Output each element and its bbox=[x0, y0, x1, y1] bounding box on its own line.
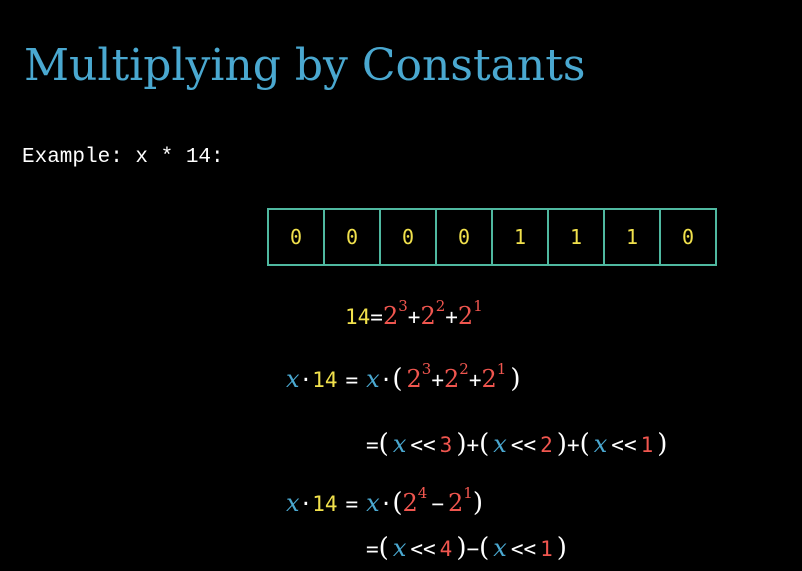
term-14: 14 bbox=[345, 305, 371, 329]
power-term: $2^2$ bbox=[444, 360, 469, 393]
bit-table bbox=[267, 208, 717, 266]
power-term: $2^1$ bbox=[448, 484, 473, 517]
var-x: x bbox=[366, 489, 380, 517]
bit-cell: 1 bbox=[493, 210, 549, 264]
plus-sign: + bbox=[445, 305, 458, 329]
power-term: $2^1$ bbox=[457, 297, 483, 330]
shift-amount: 4 bbox=[439, 537, 453, 561]
equation-line-3 bbox=[366, 431, 667, 457]
plus-sign: + bbox=[407, 305, 421, 329]
shift-amount: 1 bbox=[540, 537, 553, 561]
shift-amount: 2 bbox=[540, 433, 553, 457]
equation-line-1 bbox=[345, 297, 483, 330]
dot-op: · bbox=[299, 368, 313, 392]
power-term: $2^3$ bbox=[406, 360, 432, 393]
equation-line-5 bbox=[366, 535, 567, 561]
minus-sign: − bbox=[466, 537, 480, 561]
bit-cell: 0 bbox=[381, 210, 437, 264]
shift-op: << bbox=[510, 537, 537, 561]
plus-sign: + bbox=[468, 368, 482, 392]
var-x: x bbox=[493, 534, 507, 562]
bit-cell: 0 bbox=[325, 210, 381, 264]
shift-op: << bbox=[410, 433, 436, 457]
equals-sign: = bbox=[366, 433, 379, 457]
var-x: x bbox=[392, 534, 407, 562]
var-x: x bbox=[392, 430, 407, 458]
bit-cell: 1 bbox=[549, 210, 605, 264]
example-label: Example: x * 14: bbox=[22, 146, 224, 169]
power-term: $2^3$ bbox=[382, 297, 408, 330]
dot-op: · bbox=[379, 492, 393, 516]
paren: ) bbox=[657, 429, 668, 459]
paren: ( bbox=[392, 364, 403, 394]
bit-cell: 1 bbox=[605, 210, 661, 264]
shift-amount: 3 bbox=[439, 433, 453, 457]
bit-cell: 0 bbox=[681, 225, 695, 249]
paren: ( bbox=[479, 429, 490, 459]
minus-sign: − bbox=[431, 492, 444, 516]
plus-sign: + bbox=[566, 433, 580, 457]
plus-sign: + bbox=[466, 433, 480, 457]
paren: ) bbox=[556, 429, 567, 459]
paren: ( bbox=[479, 533, 490, 563]
var-x: x bbox=[366, 365, 380, 393]
paren: ) bbox=[456, 429, 467, 459]
paren: ( bbox=[378, 533, 389, 563]
var-x: x bbox=[286, 365, 300, 393]
equals-sign: = bbox=[345, 368, 359, 392]
var-x: x bbox=[593, 430, 608, 458]
dot-op: · bbox=[379, 368, 393, 392]
power-term: $2^4$ bbox=[402, 484, 428, 517]
paren: ( bbox=[392, 488, 403, 518]
plus-sign: + bbox=[431, 368, 444, 392]
equals-sign: = bbox=[366, 537, 379, 561]
paren: ) bbox=[556, 533, 567, 563]
equation-line-2 bbox=[286, 360, 521, 394]
var-x: x bbox=[286, 489, 300, 517]
equals-sign: = bbox=[370, 305, 383, 329]
term-14: 14 bbox=[312, 368, 338, 392]
bit-cell: 0 bbox=[269, 210, 325, 264]
term-14: 14 bbox=[312, 492, 338, 516]
paren: ( bbox=[579, 429, 590, 459]
slide-title: Multiplying by Constants bbox=[24, 40, 586, 91]
power-term: $2^2$ bbox=[420, 297, 446, 330]
shift-op: << bbox=[410, 537, 436, 561]
equals-sign: = bbox=[345, 492, 359, 516]
paren: ) bbox=[472, 488, 483, 518]
shift-op: << bbox=[611, 433, 637, 457]
equation-line-4 bbox=[286, 484, 483, 518]
dot-op: · bbox=[299, 492, 313, 516]
shift-op: << bbox=[510, 433, 537, 457]
paren: ) bbox=[510, 364, 521, 394]
paren: ) bbox=[456, 533, 467, 563]
shift-amount: 1 bbox=[640, 433, 654, 457]
paren: ( bbox=[378, 429, 389, 459]
bit-cell: 0 bbox=[437, 210, 493, 264]
power-term: $2^1$ bbox=[481, 360, 507, 393]
var-x: x bbox=[493, 430, 507, 458]
